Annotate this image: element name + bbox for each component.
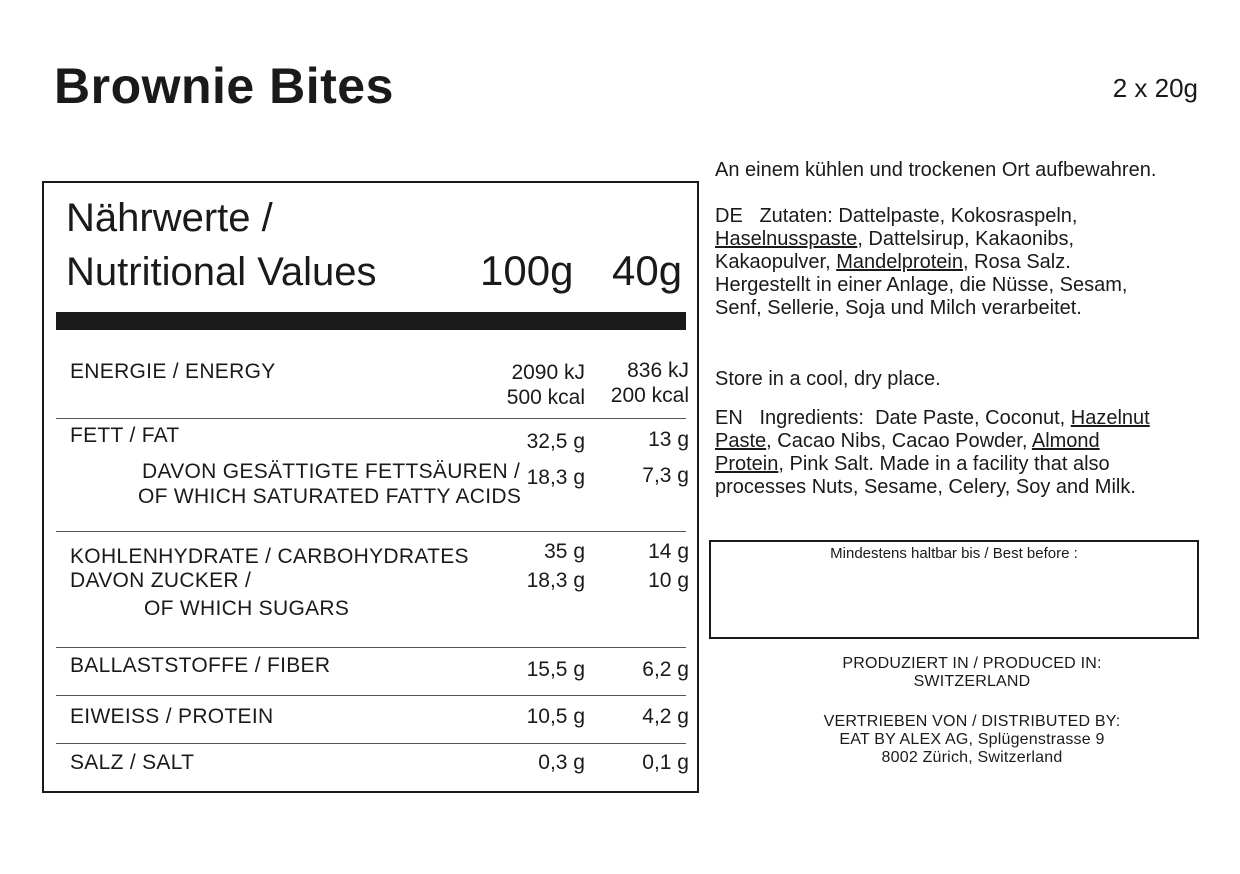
ingredients-de-line4: Hergestellt in einer Anlage, die Nüsse, Sesam, (715, 274, 1128, 296)
allergen-paste: Paste (715, 430, 767, 452)
nutrition-heading (66, 191, 377, 299)
carbs-100g: 35 g (544, 540, 585, 563)
fiber-40g: 6,2 g (642, 658, 689, 681)
carbs-label: KOHLENHYDRATE / CARBOHYDRATES (70, 545, 469, 568)
allergen-hazelnut: Hazelnut (1070, 407, 1150, 429)
allergen-protein: Protein (715, 453, 779, 475)
origin-info (709, 655, 1235, 691)
fat-40g: 13 g (648, 428, 689, 451)
ingredients-de-label: Zutaten: (759, 205, 833, 227)
distributor-name: EAT BY ALEX AG, Splügenstrasse 9 (839, 731, 1105, 748)
protein-100g: 10,5 g (526, 705, 585, 728)
best-before-box (709, 540, 1199, 639)
column-header-40g: 40g (612, 247, 683, 294)
header-divider-bar (56, 312, 686, 330)
fiber-label: BALLASTSTOFFE / FIBER (70, 654, 331, 677)
ingredients-en-label: Ingredients: (759, 407, 864, 429)
ingredients-en-text: , Pink Salt. Made in a facility that also (778, 453, 1110, 475)
salt-100g: 0,3 g (538, 751, 585, 774)
allergen-haselnusspaste: Haselnusspaste (715, 228, 858, 250)
row-divider (56, 647, 686, 648)
ingredients-de-text: Dattelpaste, Kokosraspeln, (832, 205, 1078, 227)
storage-instruction-en: Store in a cool, dry place. (715, 368, 941, 390)
ingredients-en-line2 (715, 430, 1215, 453)
saturated-100g: 18,3 g (526, 466, 585, 489)
ingredients-en-prefix: EN (715, 407, 743, 429)
protein-40g: 4,2 g (642, 705, 689, 728)
ingredients-en (715, 407, 1215, 499)
nutrition-heading-en: Nutritional Values (66, 250, 377, 294)
energy-100g (507, 360, 585, 410)
sugars-label-en: OF WHICH SUGARS (144, 597, 350, 620)
best-before-label: Mindestens haltbar bis / Best before : (830, 545, 1078, 562)
row-divider (56, 743, 686, 744)
energy-100g-kj: 2090 kJ (511, 361, 585, 384)
distributor-info (709, 713, 1235, 767)
package-weight: 2 x 20g (1112, 73, 1198, 103)
allergen-mandelprotein: Mandelprotein (836, 251, 963, 273)
origin-country: SWITZERLAND (913, 673, 1031, 690)
ingredients-de-text: , Dattelsirup, Kakaonibs, (857, 228, 1075, 250)
salt-label: SALZ / SALT (70, 751, 195, 774)
distributor-label: VERTRIEBEN VON / DISTRIBUTED BY: (823, 713, 1121, 730)
ingredients-en-text: , Cacao Nibs, Cacao Powder, (766, 430, 1032, 452)
ingredients-de (715, 205, 1215, 320)
distributor-city: 8002 Zürich, Switzerland (881, 749, 1063, 766)
column-header-100g: 100g (480, 247, 574, 294)
ingredients-en-line4: processes Nuts, Sesame, Celery, Soy and Milk. (715, 476, 1136, 498)
saturated-label-en: OF WHICH SATURATED FATTY ACIDS (138, 485, 522, 508)
energy-label: ENERGIE / ENERGY (70, 360, 276, 383)
salt-40g: 0,1 g (642, 751, 689, 774)
ingredients-de-line1 (715, 205, 1215, 228)
sugars-40g: 10 g (648, 569, 689, 592)
sugars-label-de: DAVON ZUCKER / (70, 569, 252, 592)
product-title: Brownie Bites (54, 58, 394, 114)
ingredients-de-line5: Senf, Sellerie, Soja und Milch verarbeitet. (715, 297, 1082, 319)
ingredients-en-line3 (715, 453, 1215, 476)
energy-40g-kcal: 200 kcal (610, 384, 689, 407)
energy-100g-kcal: 500 kcal (506, 386, 585, 409)
fiber-100g: 15,5 g (526, 658, 585, 681)
row-divider (56, 418, 686, 419)
row-divider (56, 695, 686, 696)
ingredients-de-prefix: DE (715, 205, 743, 227)
ingredients-en-line1 (715, 407, 1215, 430)
row-divider (56, 531, 686, 532)
fat-label: FETT / FAT (70, 424, 180, 447)
ingredients-de-line3 (715, 251, 1215, 274)
nutrition-heading-de: Nährwerte / (66, 196, 273, 240)
nutrition-table (42, 181, 699, 793)
fat-100g: 32,5 g (526, 430, 585, 453)
ingredients-de-text: Kakaopulver, (715, 251, 837, 273)
storage-instruction-de: An einem kühlen und trockenen Ort aufbewahren. (715, 159, 1157, 181)
protein-label: EIWEISS / PROTEIN (70, 705, 274, 728)
ingredients-de-line2 (715, 228, 1215, 251)
saturated-label-de: DAVON GESÄTTIGTE FETTSÄUREN / (142, 460, 521, 483)
ingredients-en-text: Date Paste, Coconut, (863, 407, 1071, 429)
origin-label: PRODUZIERT IN / PRODUCED IN: (842, 655, 1102, 672)
sugars-100g: 18,3 g (526, 569, 585, 592)
allergen-almond: Almond (1031, 430, 1100, 452)
ingredients-de-text: , Rosa Salz. (962, 251, 1071, 273)
energy-40g (611, 358, 689, 408)
saturated-40g: 7,3 g (642, 464, 689, 487)
carbs-40g: 14 g (648, 540, 689, 563)
energy-40g-kj: 836 kJ (627, 359, 689, 382)
